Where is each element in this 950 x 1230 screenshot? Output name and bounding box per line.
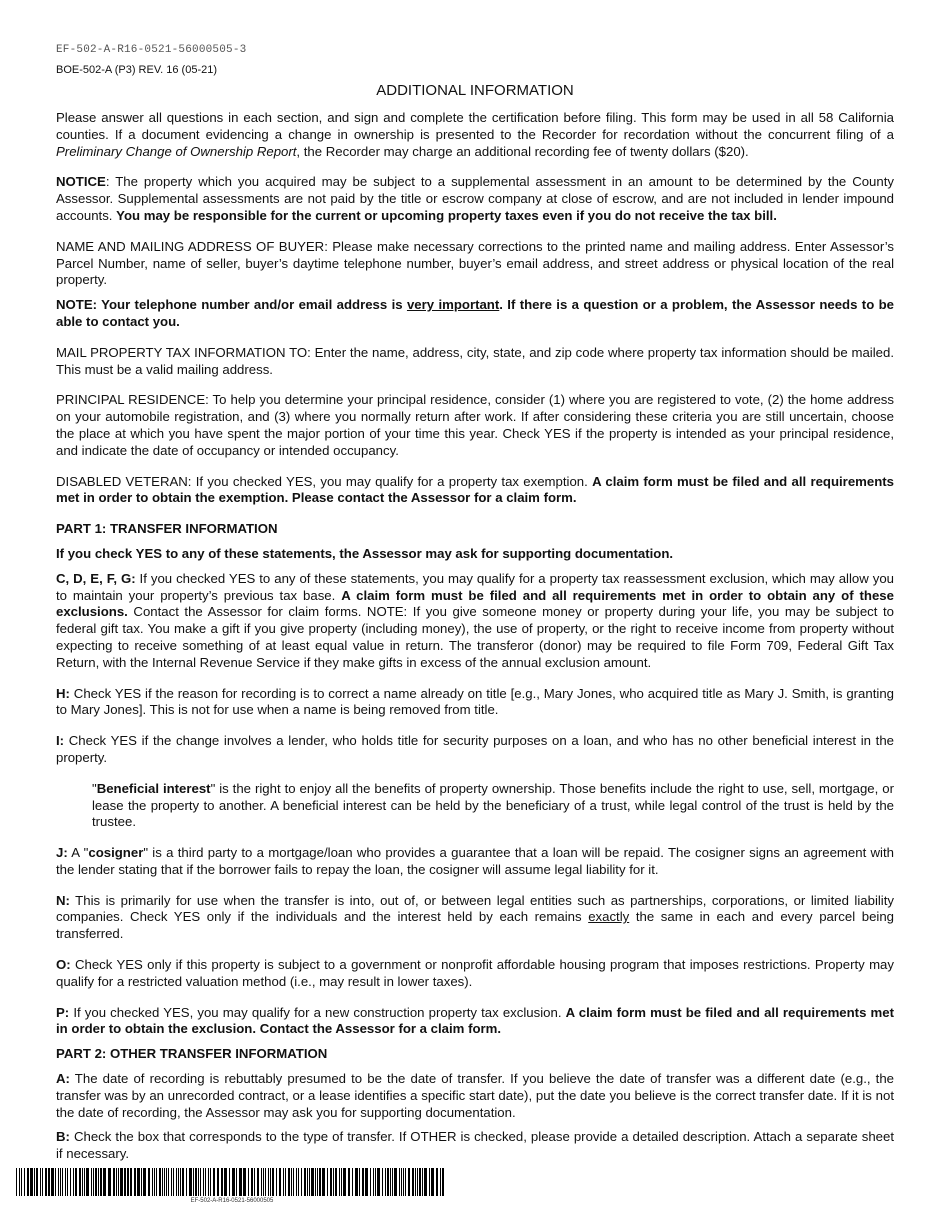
part1-j-paragraph: J: A "cosigner" is a third party to a mortgage/loan who provides a guarantee that a loan will be repaid. The cosigner signs an agreement with the lender stating that if the borrower fails to repay the loan, the cosigner will assume legal liability for it. (56, 845, 894, 877)
barcode-bar (335, 1168, 337, 1196)
notice-paragraph: NOTICE: The property which you acquired may be subject to a supplemental assessment in an amount to be determined by the County Assessor. Supplemental assessments are not paid by the title or escrow company at close of escrow, and are not included in lender impound accounts. You may be responsible for the current or upcoming property taxes even if you do not receive the tax bill. (56, 174, 894, 223)
barcode-bar (327, 1168, 328, 1196)
barcode-bar (311, 1168, 314, 1196)
barcode-bar (152, 1168, 153, 1196)
barcode-bar (113, 1168, 115, 1196)
barcode-bar (403, 1168, 404, 1196)
barcode-bar (265, 1168, 266, 1196)
barcode-bar (382, 1168, 383, 1196)
barcode-bar (422, 1168, 423, 1196)
barcode-bar (42, 1168, 43, 1196)
barcode-bar (399, 1168, 400, 1196)
form-revision: BOE-502-A (P3) REV. 16 (05-21) (56, 64, 218, 76)
barcode-bar (322, 1168, 325, 1196)
barcode-bar (387, 1168, 389, 1196)
barcode-bar (279, 1168, 281, 1196)
barcode-bar (45, 1168, 47, 1196)
beneficial-interest-paragraph: "Beneficial interest" is the right to enjoy all the benefits of property ownership. Those benefits include the right to use, sell, mortgage, or lease the property to another. A beneficial interest can be held by the beneficiary of a trust, while legal control of the trust is held by the trustee. (92, 780, 894, 830)
barcode-bar (93, 1168, 94, 1196)
barcode-bar (263, 1168, 264, 1196)
barcode-bar (156, 1168, 157, 1196)
barcode-bar (440, 1168, 441, 1196)
barcode-bar (162, 1168, 163, 1196)
barcode-bar (79, 1168, 81, 1196)
barcode-bar (55, 1168, 56, 1196)
barcode-bar (412, 1168, 414, 1196)
barcode-bar (124, 1168, 126, 1196)
barcode-bar (257, 1168, 259, 1196)
barcode-bar (348, 1168, 350, 1196)
barcode-bar (229, 1168, 230, 1196)
barcode-bar (236, 1168, 237, 1196)
barcode-bar (424, 1168, 427, 1196)
barcode-bar (186, 1168, 187, 1196)
barcode-bar (330, 1168, 332, 1196)
part1-o-paragraph: O: Check YES only if this property is subject to a government or nonprofit affordable housing program that imposes restrictions. Property may qualify for a restricted valuation method (i.e., may result in lower taxes). (56, 957, 894, 989)
barcode-bar (298, 1168, 299, 1196)
barcode-bar (154, 1168, 155, 1196)
barcode-bar (343, 1168, 346, 1196)
principal-residence-paragraph: PRINCIPAL RESIDENCE: To help you determine your principal residence, consider (1) where you are registered to vote, (2) the home address on your automobile registration, and (3) where you normally return after work. If after considering these criteria you are still uncertain, choose the place at which you have spent the major portion of your time this year. Check YES if the property is intended as your principal residence, and indicate the date of occupancy or intended occupancy. (56, 392, 894, 458)
barcode-bar (365, 1168, 368, 1196)
barcode-bar (317, 1168, 318, 1196)
barcode-bar (173, 1168, 174, 1196)
barcode-bar (95, 1168, 97, 1196)
barcode-bar (130, 1168, 132, 1196)
barcode-bar (217, 1168, 219, 1196)
part2-b-paragraph: B: Check the box that corresponds to the type of transfer. If OTHER is checked, please provide a detailed description. Attach a separate sheet if necessary. (56, 1129, 894, 1162)
barcode-bar (390, 1168, 391, 1196)
barcode-bar (176, 1168, 177, 1196)
part1-h-paragraph: H: Check YES if the reason for recording is to correct a name already on title [e.g., Mary Jones, who acquired title as Mary J. Smith, is granting to Mary Jones]. This is not for use when a name is being removed from title. (56, 685, 894, 718)
barcode-bar (270, 1168, 271, 1196)
barcode-bar (159, 1168, 161, 1196)
barcode-bar (166, 1168, 167, 1196)
barcode-bar (91, 1168, 92, 1196)
barcode-bar (73, 1168, 74, 1196)
barcode-bar (296, 1168, 297, 1196)
barcode-bar (40, 1168, 41, 1196)
barcode-bar (405, 1168, 406, 1196)
barcode-bar (210, 1168, 211, 1196)
barcode-label: EF-502-A-R16-0521-56000505 (190, 1198, 274, 1204)
barcode-bar (84, 1168, 85, 1196)
barcode-bar (127, 1168, 129, 1196)
page-title: ADDITIONAL INFORMATION (376, 82, 574, 99)
barcode-bar (359, 1168, 360, 1196)
barcode-bar (392, 1168, 393, 1196)
barcode-bar (304, 1168, 306, 1196)
barcode-bar (419, 1168, 421, 1196)
barcode-bar (116, 1168, 117, 1196)
barcode-bar (203, 1168, 204, 1196)
name-mailing-paragraph: NAME AND MAILING ADDRESS OF BUYER: Please make necessary corrections to the printed name and mailing address. Enter Assessor’s Parcel Number, name of seller, buyer’s daytime telephone number, buyer’s email address, and street address or physical location of the real property. (56, 238, 894, 288)
barcode-bar (86, 1168, 89, 1196)
barcode-bar (401, 1168, 402, 1196)
barcode-bar (75, 1168, 77, 1196)
barcode-bar (224, 1168, 227, 1196)
barcode-bar (213, 1168, 215, 1196)
barcode-bar (108, 1168, 111, 1196)
barcode-bar (21, 1168, 22, 1196)
barcode-bar (254, 1168, 255, 1196)
barcode-bar (293, 1168, 294, 1196)
barcode-bar (134, 1168, 136, 1196)
barcode-bar (276, 1168, 277, 1196)
barcode-bar (189, 1168, 192, 1196)
barcode-bar (98, 1168, 99, 1196)
barcode-bar (200, 1168, 201, 1196)
barcode-bar (268, 1168, 269, 1196)
barcode-bar (232, 1168, 235, 1196)
barcode-bar (408, 1168, 410, 1196)
barcode-bar (436, 1168, 438, 1196)
part2-heading: PART 2: OTHER TRANSFER INFORMATION (56, 1046, 328, 1062)
barcode-bar (198, 1168, 199, 1196)
barcode-bar (417, 1168, 418, 1196)
barcode-bar (48, 1168, 50, 1196)
barcode-bar (27, 1168, 29, 1196)
barcode-bar (36, 1168, 38, 1196)
barcode-bar (103, 1168, 106, 1196)
barcode-bar (60, 1168, 61, 1196)
barcode-bar (34, 1168, 35, 1196)
barcode-bar (141, 1168, 142, 1196)
mail-tax-info-paragraph: MAIL PROPERTY TAX INFORMATION TO: Enter the name, address, city, state, and zip code where property tax information should be mailed. This must be a valid mailing address. (56, 344, 894, 377)
barcode-bar (120, 1168, 123, 1196)
document-body (56, 110, 894, 1171)
barcode-bar (51, 1168, 54, 1196)
barcode-bar (148, 1168, 150, 1196)
barcode-bar (171, 1168, 172, 1196)
barcode-bar (341, 1168, 342, 1196)
barcode-bar (195, 1168, 197, 1196)
barcode-bar (62, 1168, 63, 1196)
barcode-bar (24, 1168, 25, 1196)
barcode-bar (168, 1168, 169, 1196)
barcode-bar (243, 1168, 246, 1196)
part1-n-paragraph: N: This is primarily for use when the transfer is into, out of, or between legal entities such as partnerships, corporations, or limited liability companies. Check YES only if the individuals and the interest held by each remains exactly the same in each and every parcel being transferred. (56, 892, 895, 942)
barcode-bar (178, 1168, 179, 1196)
barcode-bar (261, 1168, 262, 1196)
barcode-bar (431, 1168, 434, 1196)
part1-p-paragraph: P: If you checked YES, you may qualify for a new construction property tax exclusion. A claim form must be filed and all requirements met in order to obtain the exclusion. Contact the Assessor for a claim form. (56, 1004, 894, 1037)
barcode-bar (137, 1168, 140, 1196)
barcode-bar (182, 1168, 184, 1196)
barcode-bar (30, 1168, 33, 1196)
barcode-bar (82, 1168, 83, 1196)
barcode-bar (355, 1168, 358, 1196)
barcode-bar (251, 1168, 253, 1196)
barcode-bar (362, 1168, 364, 1196)
barcode-bar (301, 1168, 302, 1196)
barcode-bar (283, 1168, 284, 1196)
barcode-bar (377, 1168, 380, 1196)
barcode-bar (288, 1168, 290, 1196)
barcode-bar (180, 1168, 181, 1196)
barcode-bar (291, 1168, 292, 1196)
barcode-bar (285, 1168, 286, 1196)
barcode-bar (221, 1168, 223, 1196)
intro-paragraph: Please answer all questions in each section, and sign and complete the certification before filing. This form may be used in all 58 California counties. If a document evidencing a change in ownership is presented to the Recorder for recordation without the concurrent filing of a Preliminary Change of Ownership Report, the Recorder may charge an additional recording fee of twenty dollars ($20). (56, 110, 894, 159)
barcode-bar (309, 1168, 310, 1196)
barcode-bar (205, 1168, 206, 1196)
barcode-bar (58, 1168, 59, 1196)
barcode (16, 1168, 448, 1196)
form-id: EF-502-A-R16-0521-56000505-3 (56, 44, 247, 56)
part1-cdefg-paragraph: C, D, E, F, G: If you checked YES to any of these statements, you may qualify for a property tax reassessment exclusion, which may allow you to maintain your property’s previous tax base. A claim form must be filed and all requirements met in order to obtain any of these exclusions. Contact the Assessor for claim forms. NOTE: If you give someone money or property during your life, you may be subject to federal gift tax. You make a gift if you give property (including money), the use of property, or the right to receive income from property without expecting to receive something of at least equal value in return. The transferor (donor) may be required to file Form 709, Federal Gift Tax Return, with the Internal Revenue Service if they make gifts in excess of the annual exclusion amount. (56, 570, 894, 670)
barcode-bar (415, 1168, 416, 1196)
barcode-bar (65, 1168, 66, 1196)
barcode-bar (370, 1168, 371, 1196)
barcode-bar (442, 1168, 444, 1196)
barcode-bar (118, 1168, 119, 1196)
disabled-veteran-paragraph: DISABLED VETERAN: If you checked YES, you may qualify for a property tax exemption. A claim form must be filed and all requirements met in order to obtain the exemption. Please contact the Assessor for a claim form. (56, 473, 894, 506)
barcode-bar (373, 1168, 374, 1196)
barcode-bar (339, 1168, 340, 1196)
barcode-bar (67, 1168, 68, 1196)
barcode-bar (70, 1168, 71, 1196)
barcode-bar (19, 1168, 20, 1196)
barcode-bar (239, 1168, 242, 1196)
barcode-bar (16, 1168, 17, 1196)
barcode-bar (248, 1168, 249, 1196)
part1-subheading: If you check YES to any of these statements, the Assessor may ask for supporting documentation. (56, 545, 674, 561)
barcode-bar (164, 1168, 165, 1196)
barcode-bar (315, 1168, 316, 1196)
barcode-bar (319, 1168, 321, 1196)
barcode-bar (272, 1168, 274, 1196)
barcode-bar (100, 1168, 102, 1196)
part1-heading: PART 1: TRANSFER INFORMATION (56, 521, 278, 537)
barcode-bar (208, 1168, 209, 1196)
barcode-bar (385, 1168, 386, 1196)
barcode-bar (143, 1168, 146, 1196)
barcode-bar (333, 1168, 334, 1196)
barcode-bar (429, 1168, 430, 1196)
note-paragraph: NOTE: Your telephone number and/or email address is very important. If there is a question or a problem, the Assessor needs to be able to contact you. (56, 297, 894, 329)
barcode-bar (193, 1168, 194, 1196)
part1-i-paragraph: I: Check YES if the change involves a lender, who holds title for security purposes on a loan, and who has no other beneficial interest in the property. (56, 733, 894, 765)
barcode-bar (307, 1168, 308, 1196)
barcode-bar (394, 1168, 397, 1196)
part2-a-paragraph: A: The date of recording is rebuttably presumed to be the date of transfer. If you believe the date of transfer was a different date (e.g., the transfer was by an unrecorded contract, or a lease identifies a specific start date), put the date you believe is the correct transfer date. If it is not the date of recording, the Assessor may ask you for supporting documentation. (56, 1071, 894, 1120)
barcode-bar (375, 1168, 376, 1196)
barcode-bar (352, 1168, 353, 1196)
